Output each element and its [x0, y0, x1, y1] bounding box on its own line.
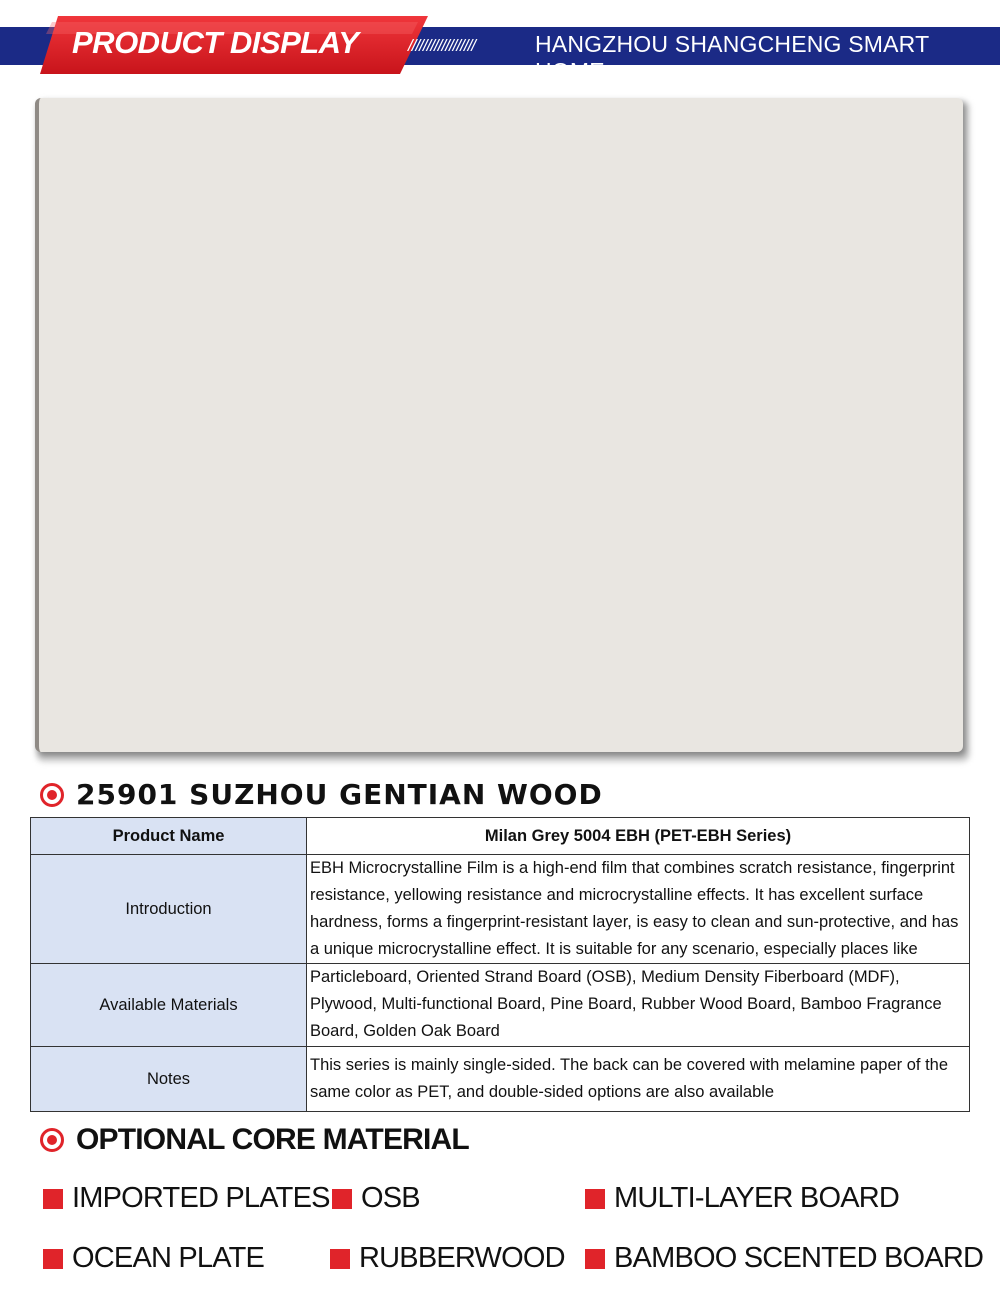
red-circle-bullet-icon	[40, 783, 64, 807]
core-material-label: OCEAN PLATE	[72, 1242, 265, 1274]
introduction-cell	[307, 855, 970, 964]
table-row	[31, 818, 970, 855]
red-square-bullet-icon	[330, 1249, 350, 1269]
materials-label: Available Materials	[31, 964, 307, 1047]
red-square-bullet-icon	[43, 1249, 63, 1269]
core-material-heading-text: OPTIONAL CORE MATERIAL	[76, 1123, 469, 1156]
spec-table	[30, 817, 970, 1112]
product-heading-text: 25901 SUZHOU GENTIAN WOOD	[76, 778, 603, 811]
core-material-label: BAMBOO SCENTED BOARD	[614, 1242, 984, 1274]
core-material-item	[43, 1242, 264, 1275]
core-material-item	[330, 1242, 565, 1275]
table-row	[31, 855, 970, 964]
product-sample-panel	[35, 98, 963, 752]
banner-decoration: //////////////////	[408, 36, 476, 55]
introduction-label: Introduction	[31, 855, 307, 964]
red-square-bullet-icon	[332, 1189, 352, 1209]
banner-title: PRODUCT DISPLAY	[72, 25, 359, 60]
red-circle-bullet-icon	[40, 1128, 64, 1152]
core-material-label: MULTI-LAYER BOARD	[614, 1182, 900, 1214]
red-square-bullet-icon	[585, 1189, 605, 1209]
core-material-label: IMPORTED PLATES	[72, 1182, 330, 1214]
core-material-heading	[40, 1123, 469, 1157]
core-material-item	[332, 1182, 420, 1215]
core-material-item	[43, 1182, 330, 1215]
introduction-value: EBH Microcrystalline Film is a high-end film that combines scratch resistance, fingerprint resistance, yellowing resistance and microcrystalline effects. It has excellent surface hardness, forms a fingerprint-resistant layer, is easy to clean and sun-protective, and has a unique microcrystalline effect. It is suitable for any scenario, especially places like	[310, 859, 959, 958]
notes-label: Notes	[31, 1047, 307, 1112]
company-name: HANGZHOU SHANGCHENG SMART HOME	[535, 31, 929, 84]
red-square-bullet-icon	[585, 1249, 605, 1269]
table-row	[31, 1047, 970, 1112]
materials-value: Particleboard, Oriented Strand Board (OSB), Medium Density Fiberboard (MDF), Plywood, Multi-functional Board, Pine Board, Rubber Wood Board, Bamboo Fragrance Board, Golden Oak Board	[307, 964, 970, 1047]
product-name-label: Product Name	[31, 818, 307, 855]
core-material-label: OSB	[361, 1182, 420, 1214]
red-square-bullet-icon	[43, 1189, 63, 1209]
table-row	[31, 964, 970, 1047]
core-material-item	[585, 1242, 983, 1275]
header-banner	[0, 0, 1000, 84]
core-material-label: RUBBERWOOD	[359, 1242, 565, 1274]
core-material-item	[585, 1182, 899, 1215]
product-heading	[40, 778, 603, 811]
notes-value: This series is mainly single-sided. The back can be covered with melamine paper of the same color as PET, and double-sided options are also available	[307, 1047, 970, 1112]
product-name-value: Milan Grey 5004 EBH (PET-EBH Series)	[307, 818, 970, 855]
